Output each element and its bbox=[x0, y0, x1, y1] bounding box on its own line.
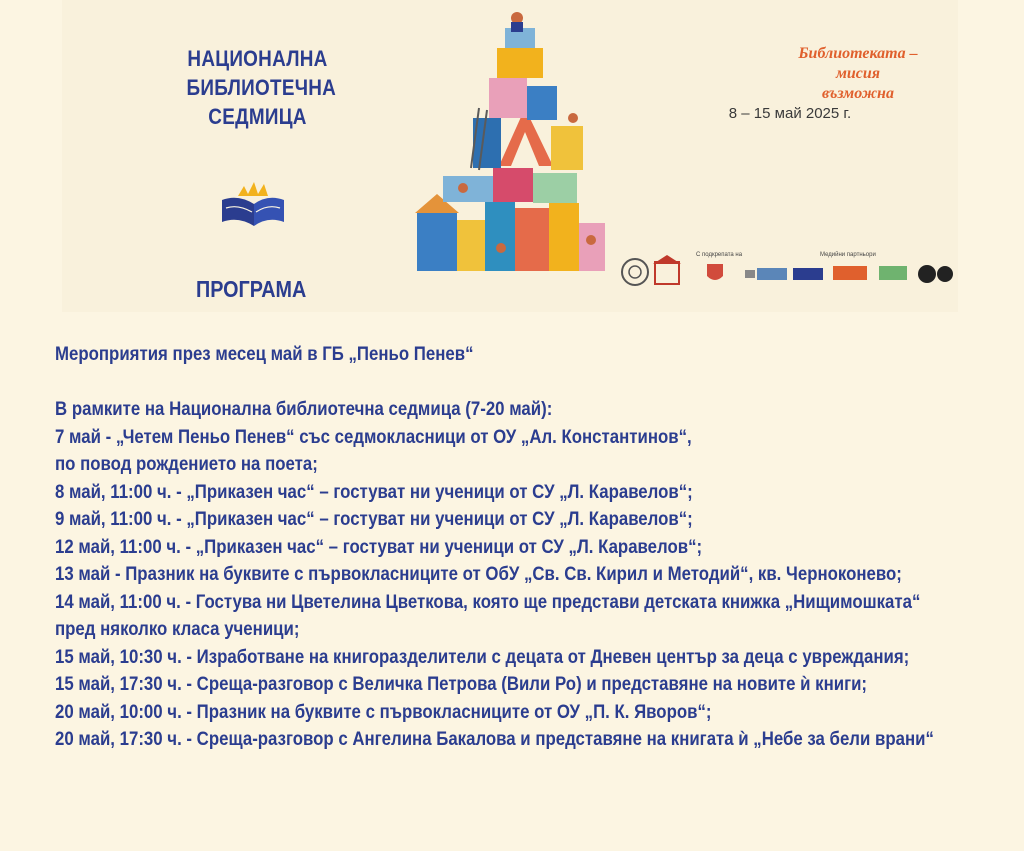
program-heading: Мероприятия през месец май в ГБ „Пеньо Пенев“ bbox=[55, 344, 474, 365]
poster-dates: 8 – 15 май 2025 г. bbox=[728, 105, 852, 122]
motto-line: Библиотеката – bbox=[798, 45, 918, 62]
event-line: 13 май - Празник на буквите с първокласниците от ОбУ „Св. Св. Кирил и Методий“, кв. Черноконево; bbox=[55, 564, 902, 585]
poster-title bbox=[186, 44, 337, 131]
event-line: 9 май, 11:00 ч. - „Приказен час“ – гостуват ни ученици от СУ „Л. Каравелов“; bbox=[55, 509, 693, 530]
event-line: 15 май, 17:30 ч. - Среща-разговор с Величка Петрова (Вили Ро) и представяне на новите ѝ книги; bbox=[55, 674, 868, 695]
partner-seal-icon bbox=[622, 259, 648, 285]
media-partners-label: Медийни партньори bbox=[820, 252, 876, 258]
program-intro: В рамките на Национална библиотечна седмица (7-20 май): bbox=[55, 399, 553, 420]
poster-motto bbox=[798, 44, 917, 104]
event-line: 14 май, 11:00 ч. - Гостува ни Цветелина Цветкова, която ще представи детската книжка „Нищимошката“ bbox=[55, 591, 921, 613]
event-line: по повод рождението на поета; bbox=[55, 454, 318, 475]
event-line: пред няколко класа ученици; bbox=[55, 619, 300, 640]
event-line: 12 май, 11:00 ч. - „Приказен час“ – гостуват ни ученици от СУ „Л. Каравелов“; bbox=[55, 536, 703, 558]
title-line: БИБЛИОТЕЧНА bbox=[186, 75, 337, 100]
event-line: 8 май, 11:00 ч. - „Приказен час“ – гостуват ни ученици от СУ „Л. Каравелов“; bbox=[55, 481, 693, 503]
support-label: С подкрепата на bbox=[696, 252, 743, 258]
open-book-logo-icon bbox=[218, 178, 288, 233]
event-line: 7 май - „Четем Пеньо Пенев“ със седмокласници от ОУ „Ал. Константинов“, bbox=[55, 426, 692, 448]
partner-logos bbox=[615, 250, 960, 300]
event-line: 20 май, 17:30 ч. - Среща-разговор с Ангелина Бакалова и представяне на книгата ѝ „Небе за бели врани“ bbox=[55, 729, 934, 750]
partner-crest-icon bbox=[707, 264, 723, 280]
partner-library-icon bbox=[655, 262, 679, 284]
title-line: СЕДМИЦА bbox=[208, 104, 307, 129]
event-line: 20 май, 10:00 ч. - Празник на буквите с първокласниците от ОУ „П. К. Яворов“; bbox=[55, 701, 712, 723]
program-title: ПРОГРАМА bbox=[196, 276, 307, 302]
motto-line: възможна bbox=[822, 85, 894, 102]
book-tower-illustration-icon bbox=[413, 8, 611, 278]
event-line: 15 май, 10:30 ч. - Изработване на книгоразделители с децата от Дневен център за деца с увреждания; bbox=[55, 646, 910, 668]
title-line: НАЦИОНАЛНА bbox=[187, 46, 328, 71]
program-text bbox=[55, 341, 1015, 754]
motto-line: мисия bbox=[835, 65, 881, 82]
